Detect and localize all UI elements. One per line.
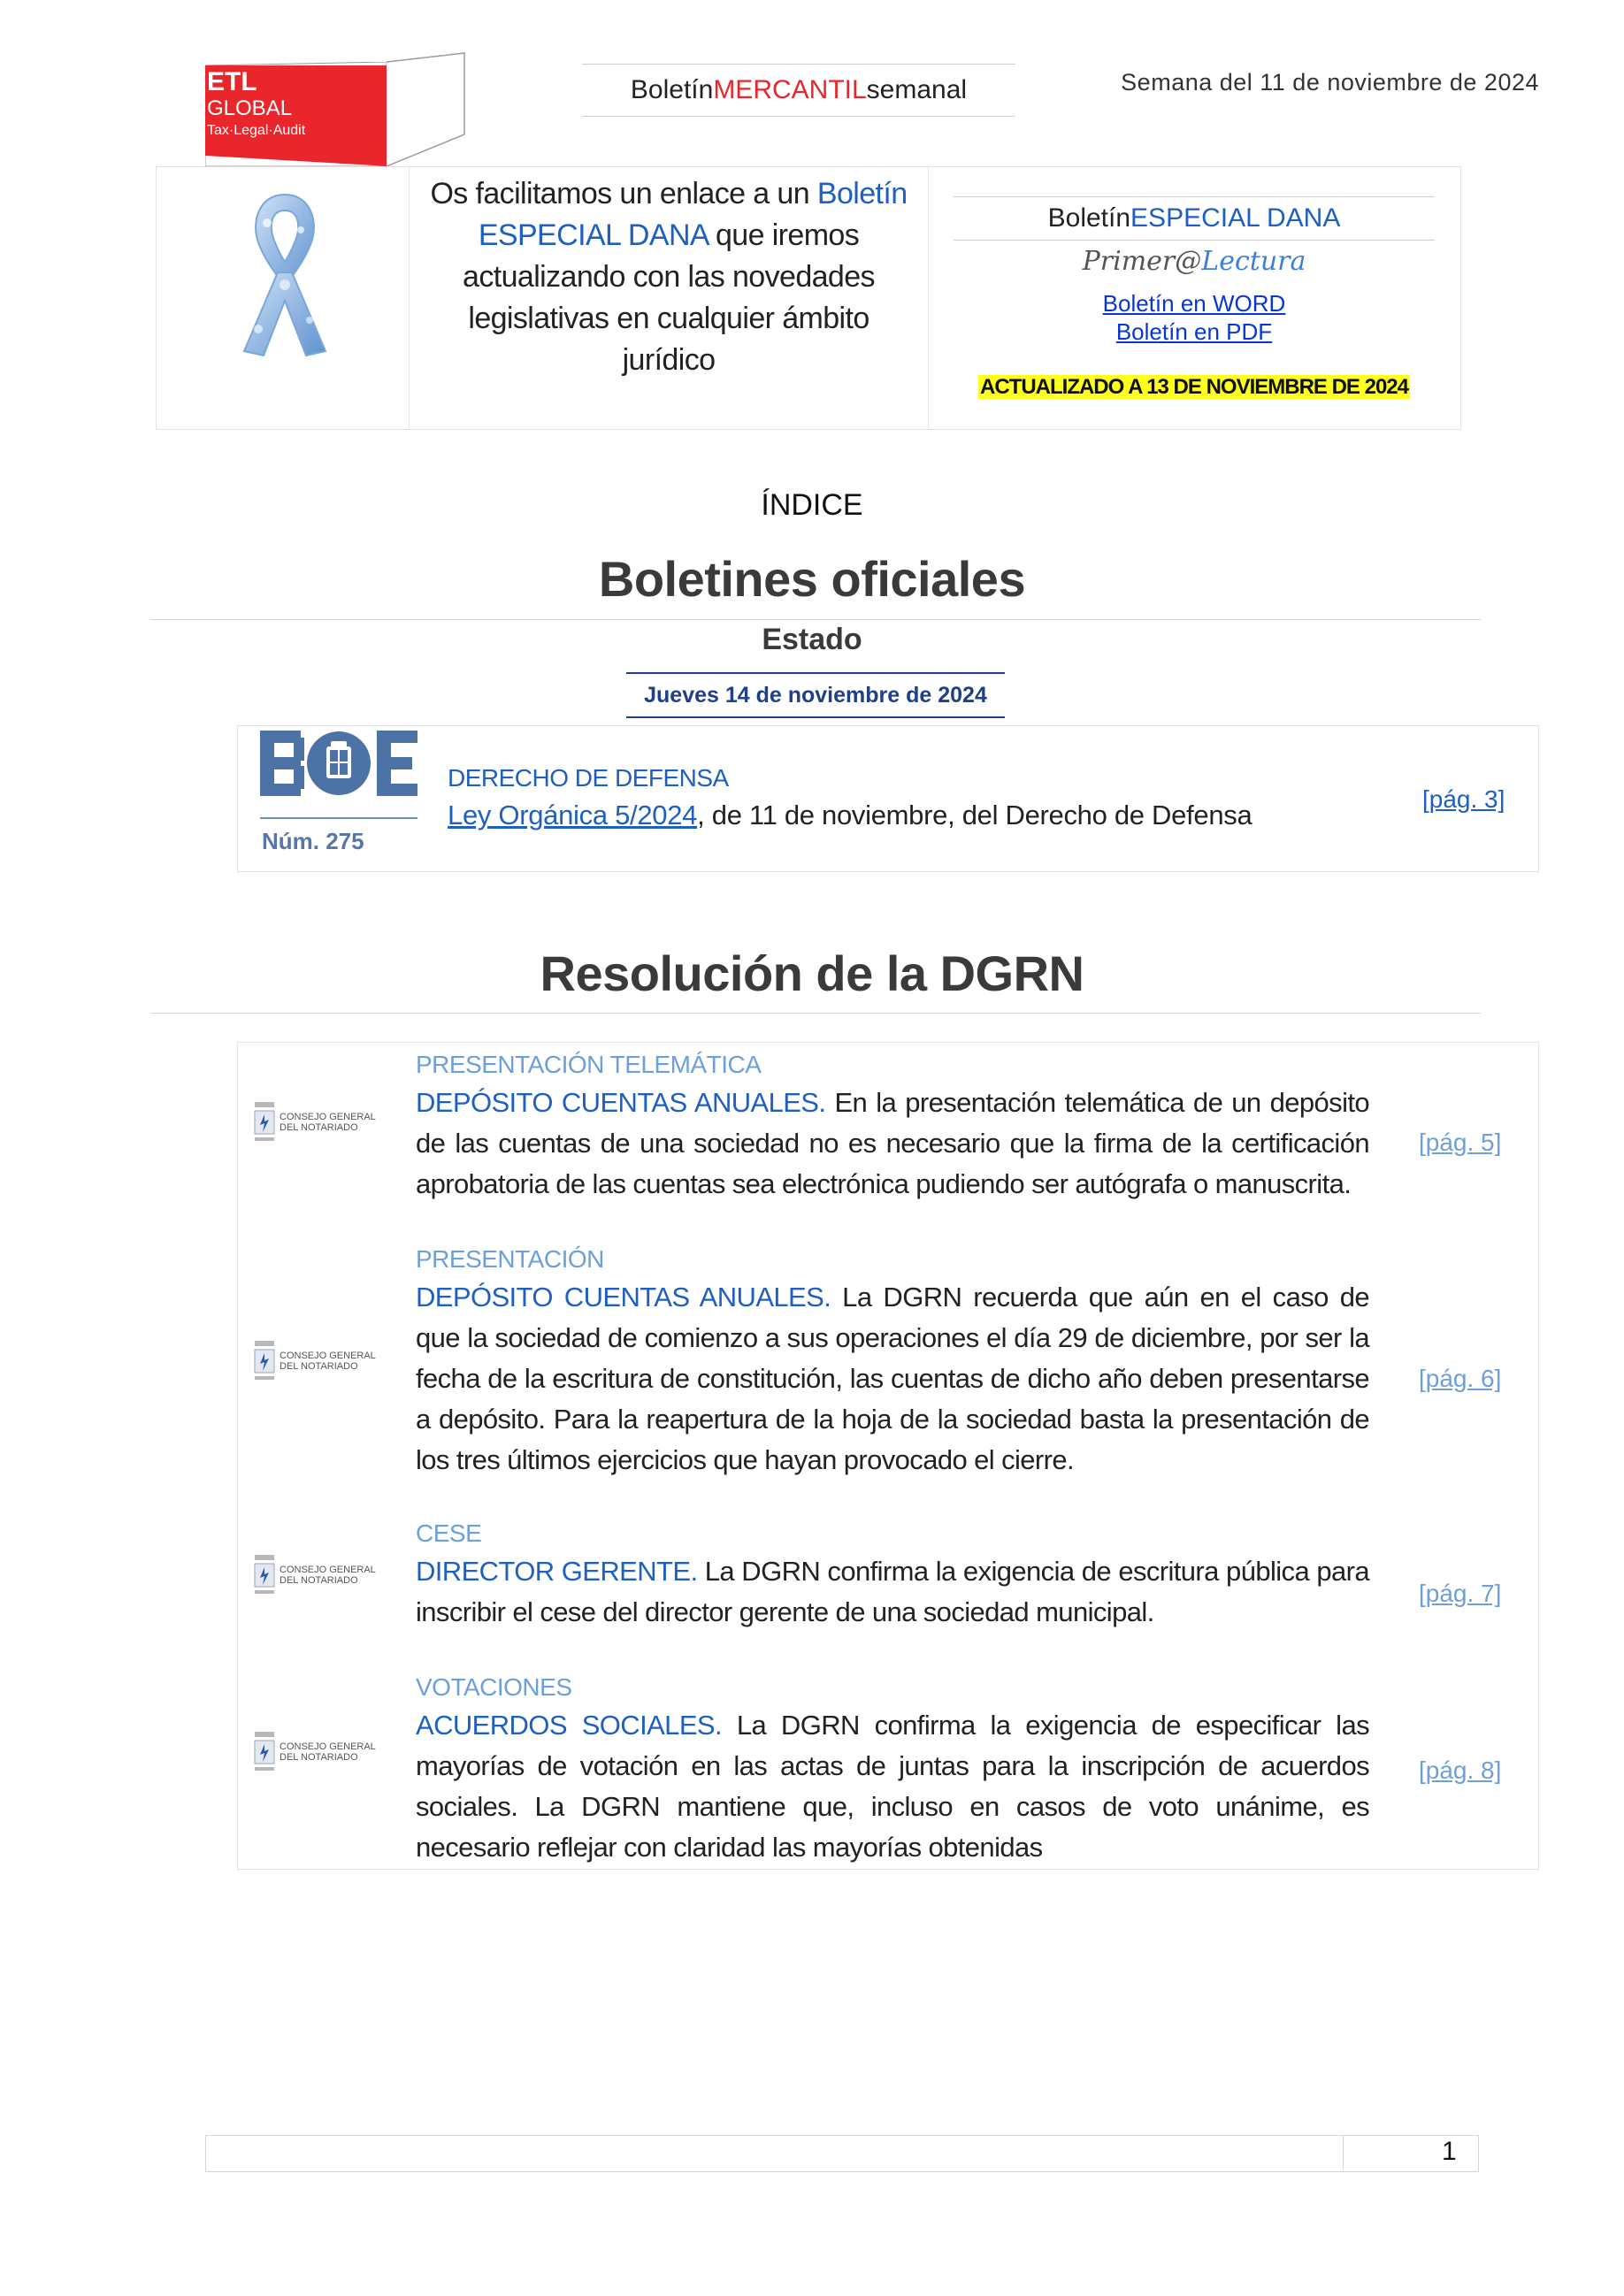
- boe-law-title: Ley Orgánica 5/2024, de 11 de noviembre, del Derecho de Defensa: [448, 800, 1252, 830]
- dgrn-entry-text: DEPÓSITO CUENTAS ANUALES. La DGRN recuerda que aún en el caso de que la sociedad de comienzo a sus operaciones el día 29 de diciembre, por ser la fecha de la escritura de constitución, las cuentas de dicho año deben presentarse a depósito. Para la reapertura de la hoja de la sociedad basta la presentación de los tres últimos ejercicios que hayan provocado el cierre.: [416, 1282, 1369, 1475]
- logo-frame-decoration: [387, 51, 468, 166]
- week-label: Semana del 11 de noviembre de 2024: [1121, 69, 1539, 96]
- boe-logo-icon: [260, 731, 417, 798]
- dgrn-entry-text: DEPÓSITO CUENTAS ANUALES. En la presentación telemática de un depósito de las cuentas de una sociedad no es necesario que la firma de la certificación aprobatoria de las cuentas sea electrónica pudiendo ser autógrafa o manuscrita.: [416, 1087, 1370, 1199]
- notariado-logo-icon: [253, 1095, 386, 1152]
- etl-global-logo: [205, 62, 387, 166]
- section-heading-dgrn: Resolución de la DGRN: [540, 945, 1084, 1001]
- svg-text:CONSEJO GENERAL: CONSEJO GENERAL: [280, 1741, 376, 1752]
- dgrn-entry-text: DIRECTOR GERENTE. La DGRN confirma la exigencia de escritura pública para inscribir el cese del director gerente de una sociedad municipal.: [416, 1556, 1369, 1627]
- primera-lectura-brand: Primer@Lectura: [1082, 246, 1306, 277]
- subsection-heading-state: Estado: [762, 623, 862, 656]
- dgrn-entry-text: ACUERDOS SOCIALES. La DGRN confirma la exigencia de especificar las mayorías de votación en las actas de juntas para la inscripción de acuerdos sociales. La DGRN mantiene que, incluso en casos de voto unánime, es necesario reflejar con claridad las mayorías obtenidas: [416, 1710, 1369, 1863]
- dana-description: Os facilitamos un enlace a un Boletín ESPECIAL DANA que iremos actualizando con las novedades legislativas en cualquier ámbito jurídico: [430, 177, 908, 377]
- word-bulletin-link[interactable]: Boletín en WORD: [1102, 290, 1286, 317]
- dgrn-entry-page-link[interactable]: [pág. 7]: [1419, 1580, 1502, 1607]
- dgrn-entry-page-link[interactable]: [pág. 5]: [1419, 1129, 1502, 1156]
- index-title: ÍNDICE: [761, 488, 863, 522]
- pdf-bulletin-link[interactable]: Boletín en PDF: [1115, 318, 1273, 345]
- divider: [150, 619, 1481, 620]
- section-heading-official-bulletins: Boletines oficiales: [598, 551, 1026, 607]
- svg-text:CONSEJO GENERAL: CONSEJO GENERAL: [280, 1112, 376, 1122]
- logo-line1: ETL: [207, 67, 257, 96]
- notariado-logo-icon: [253, 1725, 386, 1781]
- bulletin-title-highlight: MERCANTIL: [713, 75, 867, 104]
- svg-text:CONSEJO GENERAL: CONSEJO GENERAL: [280, 1351, 376, 1361]
- svg-text:DEL NOTARIADO: DEL NOTARIADO: [280, 1361, 358, 1372]
- dana-highlight: Boletín ESPECIAL DANA: [478, 177, 908, 252]
- bulletin-date: Jueves 14 de noviembre de 2024: [626, 672, 1005, 718]
- logo-line3: Tax·Legal·Audit: [207, 123, 306, 138]
- svg-text:DEL NOTARIADO: DEL NOTARIADO: [280, 1752, 358, 1763]
- boe-issue-number: Núm. 275: [262, 828, 364, 854]
- dgrn-entry-category: CESE: [416, 1519, 482, 1547]
- boe-category: DERECHO DE DEFENSA: [448, 764, 729, 792]
- boe-law-link[interactable]: Ley Orgánica 5/2024: [448, 800, 698, 830]
- dana-special-title: Boletín ESPECIAL DANA: [954, 196, 1435, 241]
- dgrn-entry-category: PRESENTACIÓN TELEMÁTICA: [416, 1051, 762, 1078]
- dgrn-entry-category: PRESENTACIÓN: [416, 1245, 604, 1273]
- dgrn-entry-page-link[interactable]: [pág. 6]: [1419, 1365, 1502, 1392]
- page-footer: [205, 2135, 1479, 2172]
- awareness-ribbon-icon: [232, 188, 338, 360]
- updated-badge: ACTUALIZADO A 13 DE NOVIEMBRE DE 2024: [980, 375, 1408, 399]
- notariado-logo-icon: [253, 1334, 386, 1390]
- svg-text:CONSEJO GENERAL: CONSEJO GENERAL: [280, 1565, 376, 1575]
- svg-text:DEL NOTARIADO: DEL NOTARIADO: [280, 1122, 358, 1133]
- notariado-logo-icon: [253, 1548, 386, 1604]
- boe-entry: [237, 725, 1539, 872]
- logo-line2: GLOBAL: [207, 96, 293, 120]
- dgrn-entry-page-link[interactable]: [pág. 8]: [1419, 1756, 1502, 1784]
- bulletin-title: Boletín MERCANTIL semanal: [582, 64, 1015, 117]
- dgrn-entry-category: VOTACIONES: [416, 1673, 572, 1701]
- divider: [150, 1013, 1481, 1014]
- page-number: 1: [1442, 2137, 1457, 2166]
- svg-text:DEL NOTARIADO: DEL NOTARIADO: [280, 1575, 358, 1586]
- boe-page-link[interactable]: [pág. 3]: [1422, 785, 1505, 813]
